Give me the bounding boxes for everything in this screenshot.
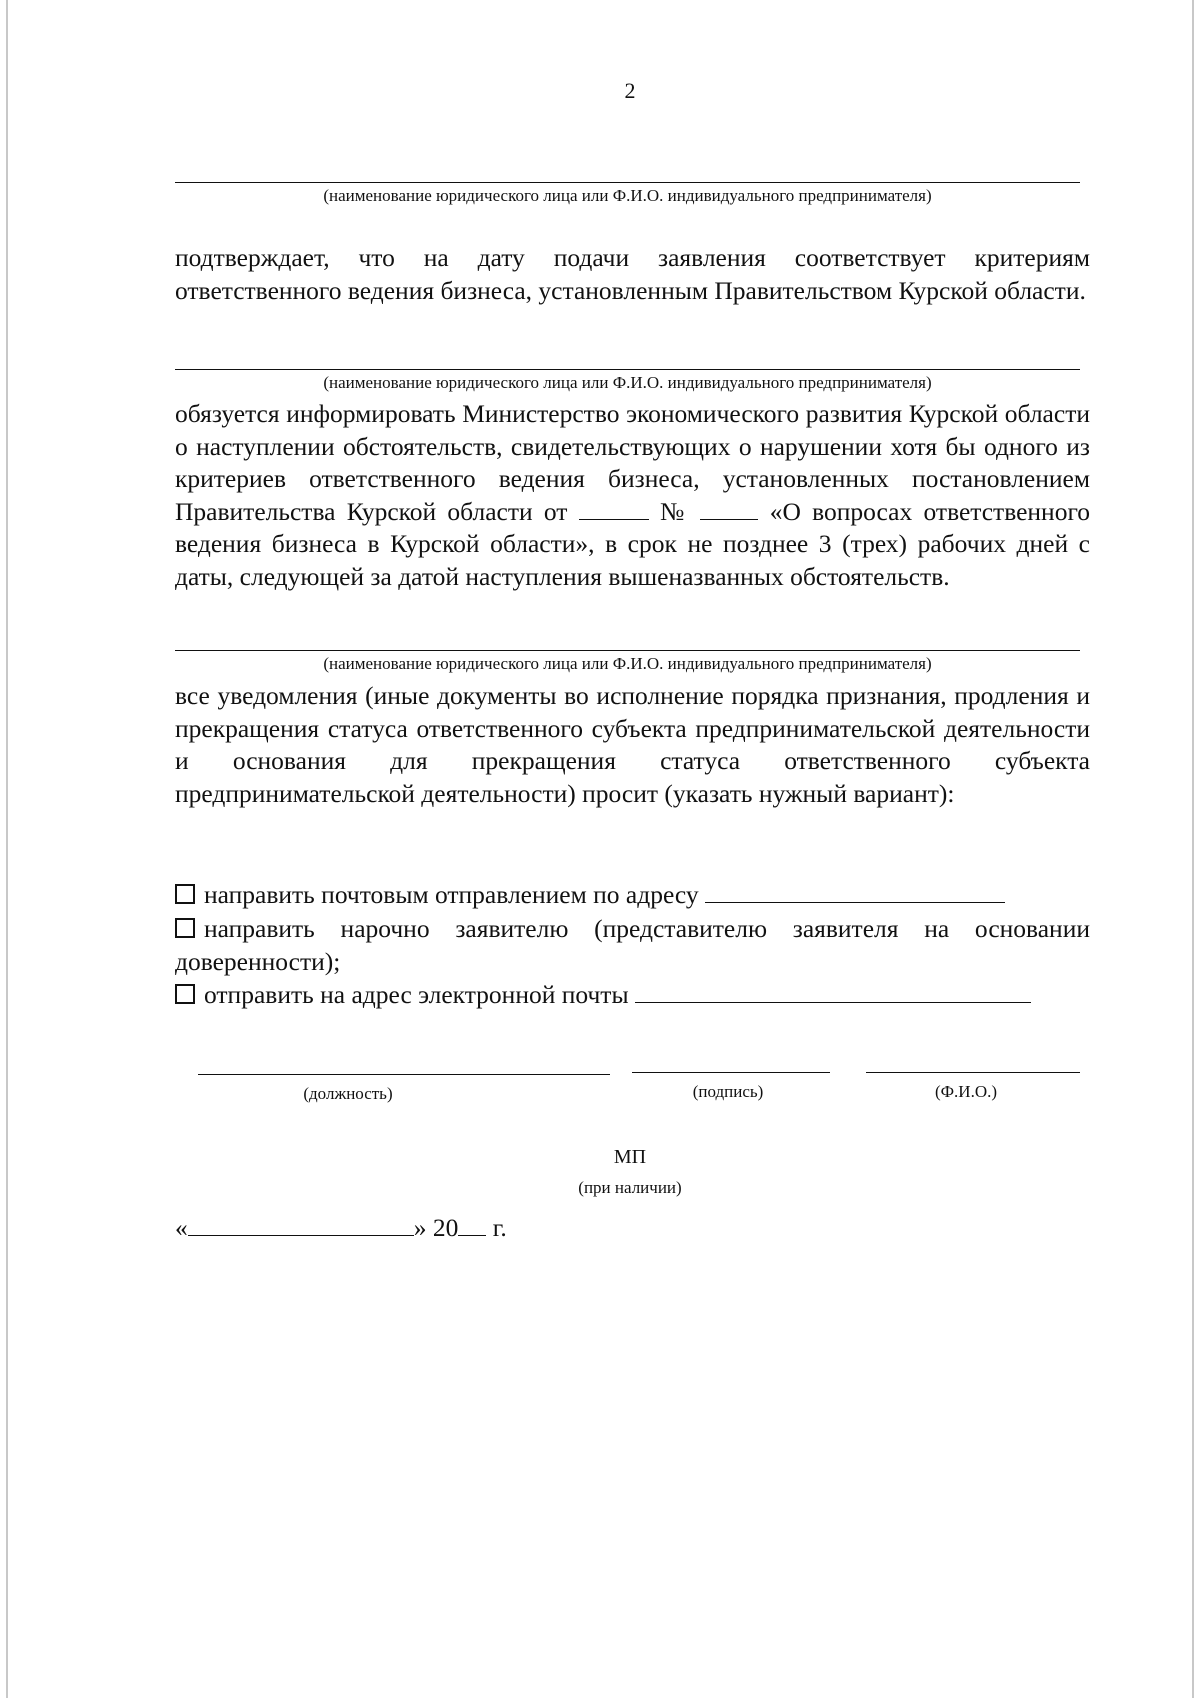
signature-caption: (подпись) (692, 1082, 764, 1101)
option-in-person-label: направить нарочно заявителю (представителю заявителя на основании доверенности); (175, 914, 1090, 976)
date-year-field[interactable] (458, 1215, 486, 1236)
date-day-month-field[interactable] (188, 1215, 414, 1236)
number-sign: № (659, 496, 690, 526)
obligation-text-b: «О вопросах ответственного ведения бизнеса в Курской области», в срок не позднее 3 (трех) рабочих дней с даты, следующей за датой наступления вышеназванных обстоятельств. (175, 496, 1091, 591)
paragraph-confirmation: подтверждает, что на дату подачи заявления соответствует критериям ответственного ведения бизнеса, установленным Правительством Курской области. (175, 243, 1090, 305)
date-line (175, 1212, 507, 1245)
checkbox-postal[interactable] (175, 884, 195, 904)
date-close-quote-year: » 20 (413, 1213, 459, 1242)
option-postal (175, 879, 1090, 912)
signature-field[interactable] (632, 1072, 830, 1073)
paragraph-notifications: все уведомления (иные документы во исполнение порядка признания, продления и прекращения статуса ответственного субъекта предпринимательской деятельности и основания для прекращения статуса ответственного субъекта предпринимательской деятельности) просит (указать нужный вариант): (175, 681, 1090, 808)
checkbox-in-person[interactable] (175, 918, 195, 938)
email-address-field[interactable] (635, 982, 1031, 1003)
full-name-field[interactable] (866, 1072, 1080, 1073)
stamp-label: МП (613, 1146, 647, 1168)
scan-edge-right (1192, 0, 1194, 1698)
position-field[interactable] (198, 1074, 610, 1075)
option-email-label: отправить на адрес электронной почты (204, 980, 629, 1009)
date-year-suffix: г. (492, 1213, 507, 1242)
option-postal-label: направить почтовым отправлением по адресу (204, 880, 699, 909)
entity-caption-3: (наименование юридического лица или Ф.И.О. индивидуального предпринимателя) (323, 654, 932, 673)
obligation-text-a: обязуется информировать Министерство экономического развития Курской области о наступлении обстоятельств, свидетельствующих о нарушении хотя бы одного из критериев ответственного ведения бизнеса, установленных постановлением Правительства Курской области от (175, 399, 1090, 526)
date-open-quote: « (175, 1213, 188, 1242)
entity-name-field-3[interactable] (175, 650, 1080, 651)
entity-name-field-1[interactable] (175, 182, 1080, 183)
scan-edge-left (6, 0, 8, 1698)
option-in-person (175, 913, 1090, 978)
option-email (175, 979, 1090, 1012)
resolution-number-field[interactable] (700, 499, 758, 520)
entity-caption-1: (наименование юридического лица или Ф.И.О. индивидуального предпринимателя) (323, 186, 932, 205)
position-caption: (должность) (303, 1084, 393, 1103)
stamp-note: (при наличии) (578, 1178, 682, 1197)
resolution-date-field[interactable] (579, 499, 649, 520)
entity-name-field-2[interactable] (175, 369, 1080, 370)
postal-address-field[interactable] (705, 882, 1005, 903)
page-number: 2 (624, 78, 636, 103)
checkbox-email[interactable] (175, 984, 195, 1004)
full-name-caption: (Ф.И.О.) (934, 1082, 998, 1101)
paragraph-obligation (175, 398, 1090, 593)
entity-caption-2: (наименование юридического лица или Ф.И.О. индивидуального предпринимателя) (323, 373, 932, 392)
